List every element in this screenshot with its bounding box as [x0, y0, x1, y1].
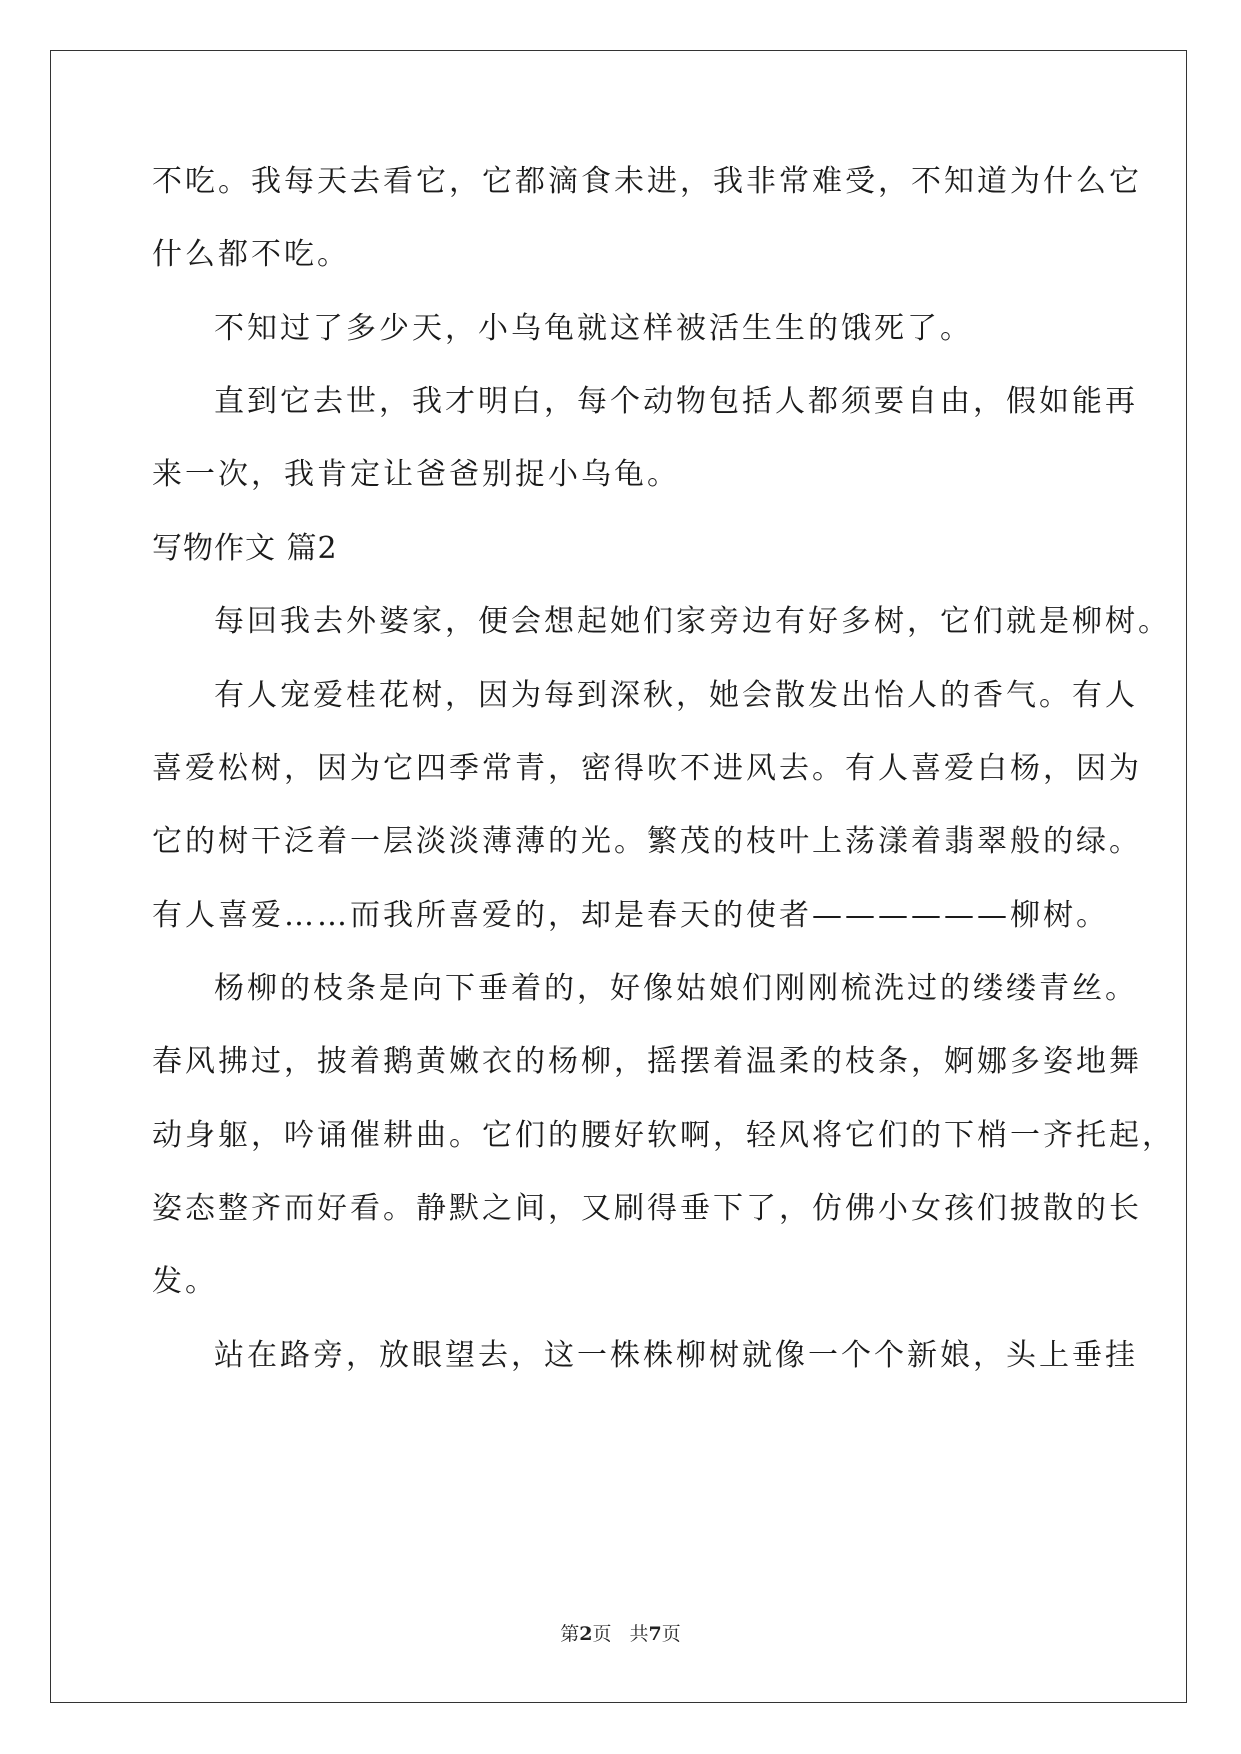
paragraph-start: 站在路旁，放眼望去，这一株株柳树就像一个个新娘，头上垂挂 — [214, 1338, 1138, 1373]
paragraph-start: 直到它去世，我才明白，每个动物包括人都须要自由，假如能再 — [214, 384, 1138, 419]
text-line: 不吃。我每天去看它，它都滴食未进，我非常难受，不知道为什么它 — [152, 164, 1142, 199]
footer-page-total: 7 — [648, 1623, 662, 1645]
text-line: 来一次，我肯定让爸爸别捉小乌龟。 — [152, 457, 680, 492]
text-line: 动身躯，吟诵催耕曲。它们的腰好软啊，轻风将它们的下梢一齐托起， — [152, 1118, 1175, 1153]
footer-total-prefix: 共 — [629, 1623, 649, 1645]
footer-page-current: 2 — [579, 1623, 593, 1645]
page-border — [50, 50, 1187, 1703]
text-line: 春风拂过，披着鹅黄嫩衣的杨柳，摇摆着温柔的枝条，婀娜多姿地舞 — [152, 1044, 1142, 1079]
text-line: 姿态整齐而好看。静默之间，又刷得垂下了，仿佛小女孩们披散的长 — [152, 1191, 1142, 1226]
text-line: 有人喜爱……而我所喜爱的，却是春天的使者——————柳树。 — [152, 898, 1109, 933]
paragraph-start: 每回我去外婆家，便会想起她们家旁边有好多树，它们就是柳树。 — [214, 604, 1171, 639]
page-number-footer — [0, 1622, 1241, 1646]
text-line: 它的树干泛着一层淡淡薄薄的光。繁茂的枝叶上荡漾着翡翠般的绿。 — [152, 824, 1142, 859]
section-heading: 写物作文 篇2 — [152, 531, 338, 566]
text-line: 喜爱松树，因为它四季常青，密得吹不进风去。有人喜爱白杨，因为 — [152, 751, 1142, 786]
text-line: 发。 — [152, 1264, 218, 1299]
footer-total-suffix: 页 — [661, 1623, 681, 1645]
paragraph-start: 杨柳的枝条是向下垂着的，好像姑娘们刚刚梳洗过的缕缕青丝。 — [214, 971, 1138, 1006]
text-line: 什么都不吃。 — [152, 237, 350, 272]
footer-page-prefix: 第 — [560, 1623, 580, 1645]
paragraph-start: 不知过了多少天，小乌龟就这样被活生生的饿死了。 — [214, 311, 973, 346]
paragraph-start: 有人宠爱桂花树，因为每到深秋，她会散发出怡人的香气。有人 — [214, 678, 1138, 713]
footer-page-mid: 页 — [592, 1623, 612, 1645]
